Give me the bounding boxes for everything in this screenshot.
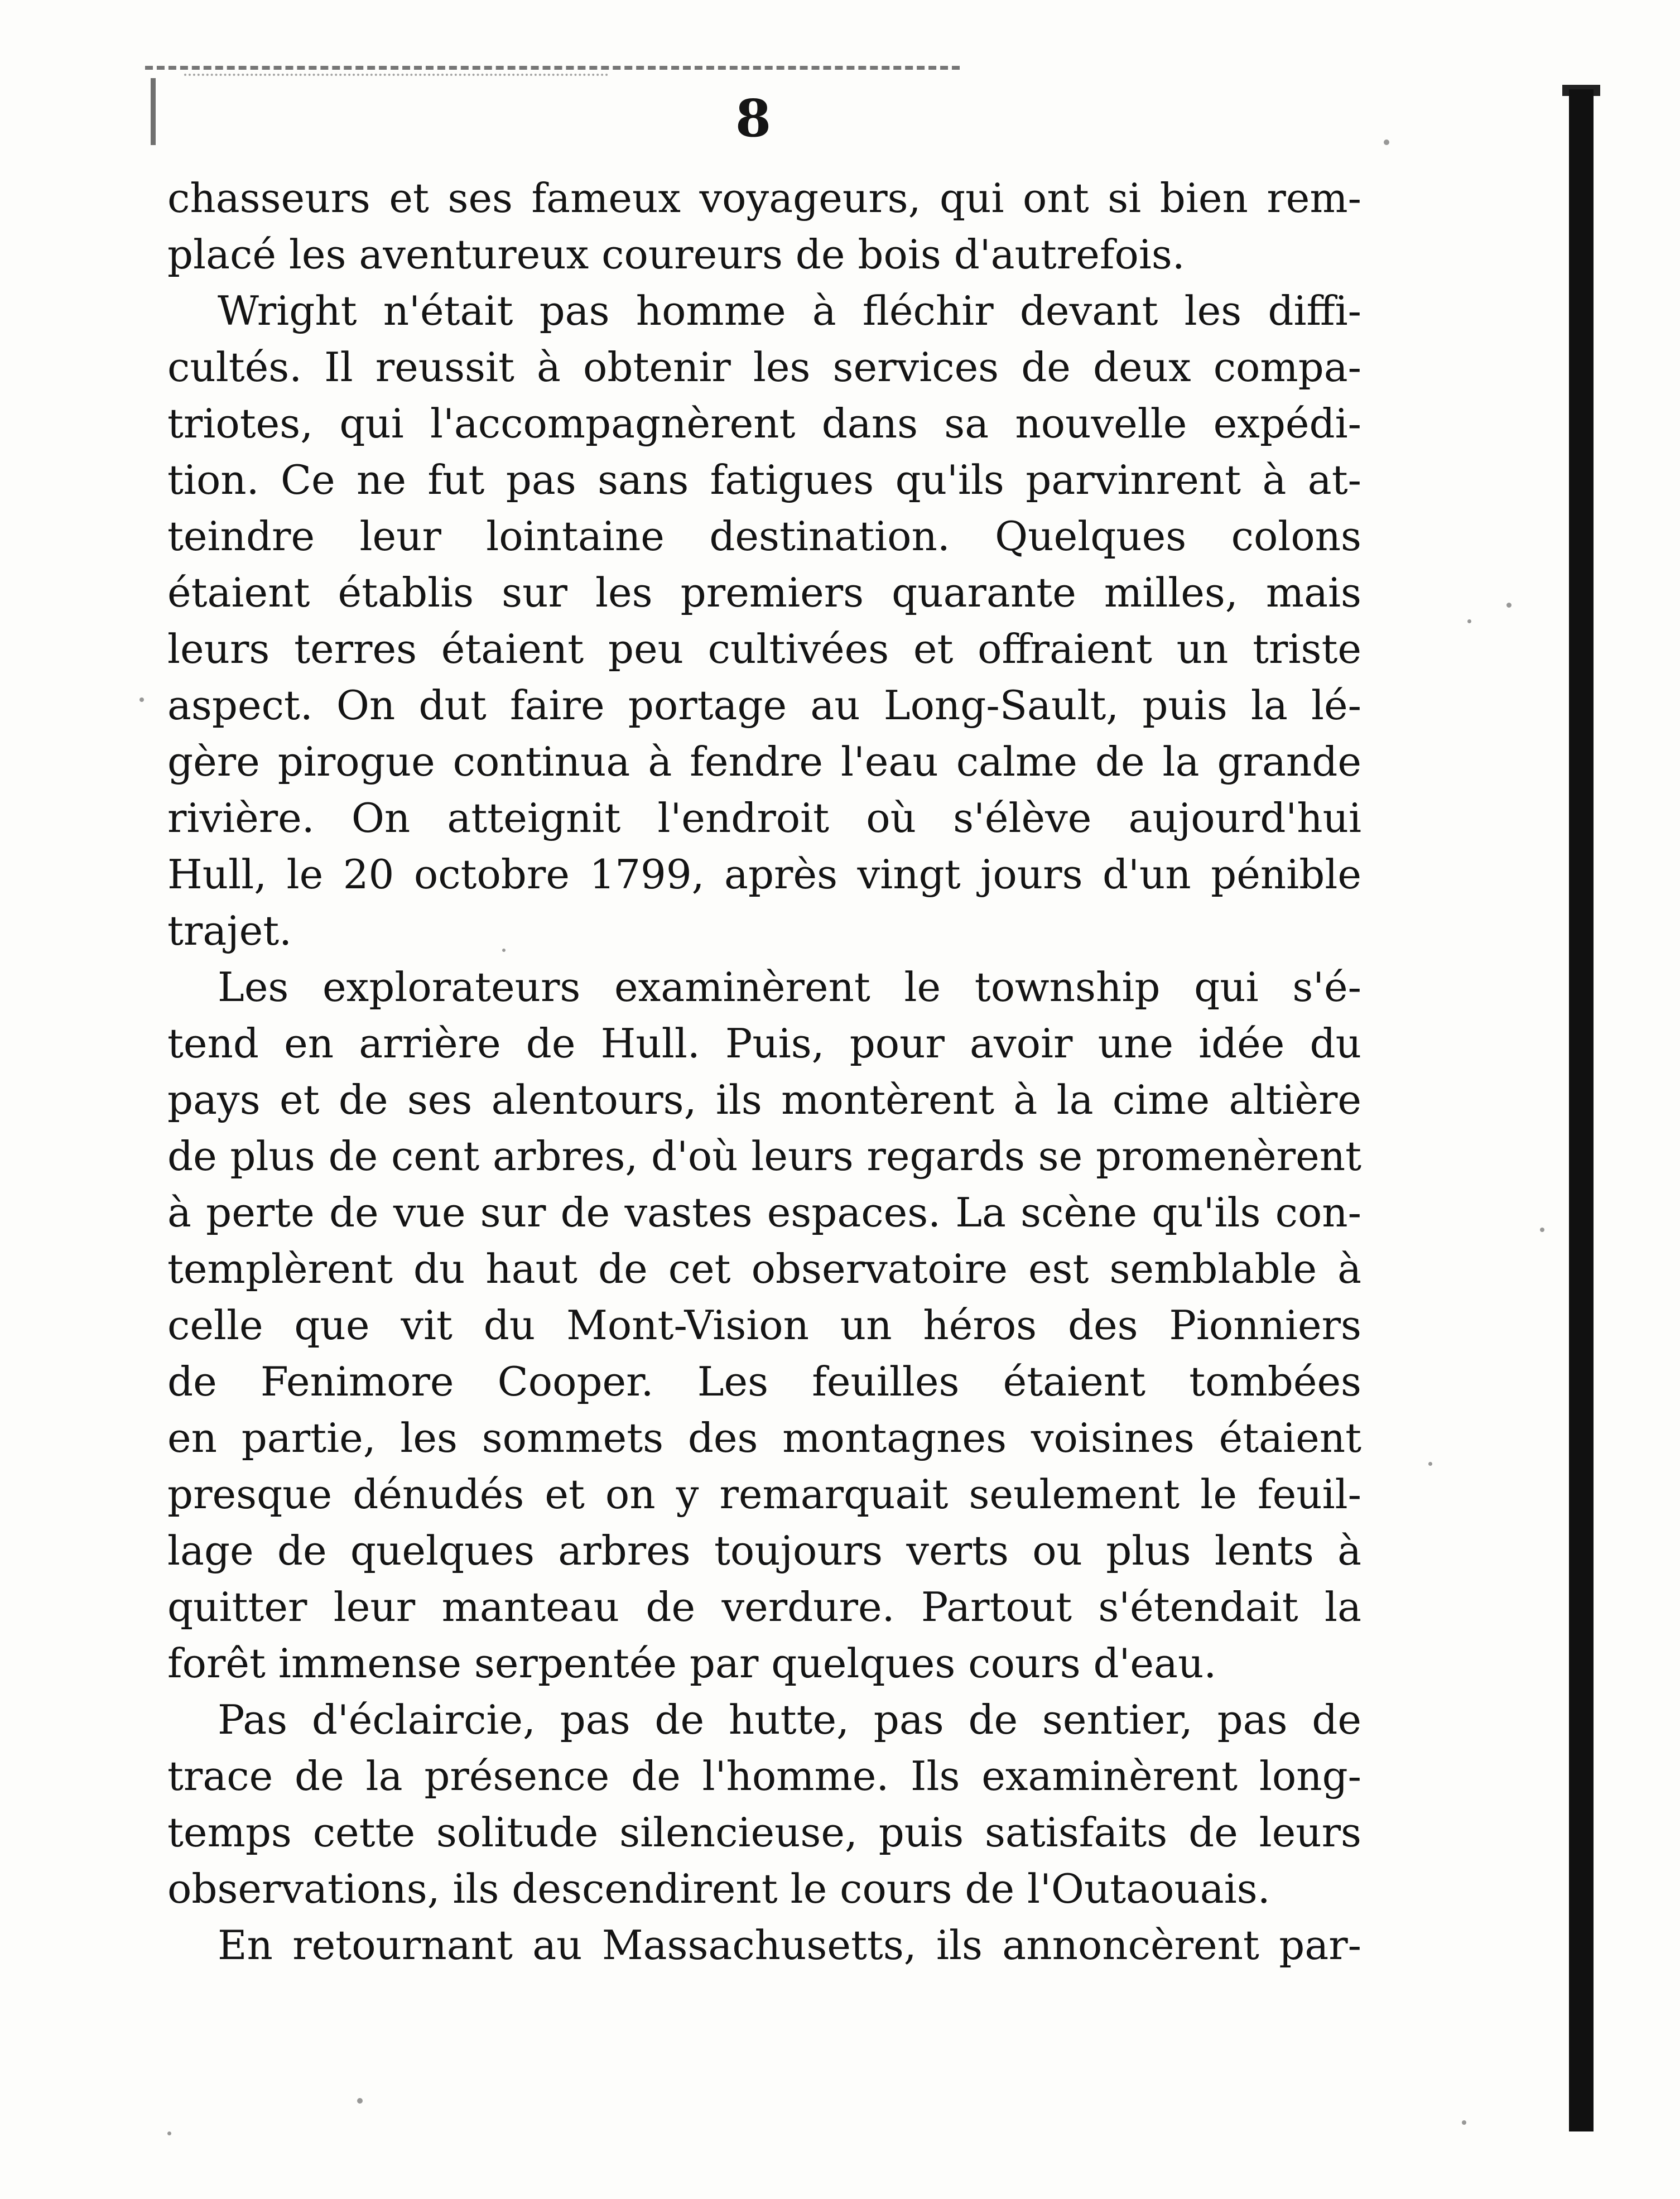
text-line: de plus de cent arbres, d'où leurs regards se promenèrent	[167, 1133, 1361, 1180]
text-line: lage de quelques arbres toujours verts ou plus lents à	[167, 1527, 1361, 1574]
text-line: gère pirogue continua à fendre l'eau calme de la grande	[167, 738, 1361, 785]
text-line: à perte de vue sur de vastes espaces. La scène qu'ils con-	[167, 1189, 1361, 1236]
text-line: aspect. On dut faire portage au Long-Sault, puis la lé-	[167, 682, 1361, 729]
text-line: observations, ils descendirent le cours de l'Outaouais.	[167, 1865, 1270, 1912]
text-line: celle que vit du Mont-Vision un héros des Pionniers	[167, 1302, 1361, 1349]
text-line: trace de la présence de l'homme. Ils examinèrent long-	[167, 1753, 1361, 1799]
text-line: chasseurs et ses fameux voyageurs, qui ont si bien rem-	[167, 175, 1361, 222]
text-line: cultés. Il reussit à obtenir les services de deux compa-	[167, 344, 1361, 391]
text-line: de Fenimore Cooper. Les feuilles étaient tombées	[167, 1358, 1361, 1405]
text-line: leurs terres étaient peu cultivées et offraient un triste	[167, 625, 1361, 672]
text-line: en partie, les sommets des montagnes voisines étaient	[167, 1414, 1361, 1461]
text-line: Pas d'éclaircie, pas de hutte, pas de sentier, pas de	[218, 1696, 1361, 1743]
text-line: Wright n'était pas homme à fléchir devant les diffi-	[218, 287, 1361, 334]
text-line: En retournant au Massachusetts, ils annoncèrent par-	[218, 1922, 1361, 1969]
text-line: Hull, le 20 octobre 1799, après vingt jours d'un pénible	[167, 851, 1361, 898]
text-line: pays et de ses alentours, ils montèrent à la cime altière	[167, 1076, 1361, 1123]
binding-edge-bar	[1569, 89, 1594, 2131]
text-line: étaient établis sur les premiers quarante milles, mais	[167, 569, 1361, 616]
text-line: rivière. On atteignit l'endroit où s'élève aujourd'hui	[167, 795, 1361, 841]
text-line: presque dénudés et on y remarquait seulement le feuil-	[167, 1471, 1361, 1518]
text-line: quitter leur manteau de verdure. Partout s'étendait la	[167, 1584, 1361, 1630]
text-line: tion. Ce ne fut pas sans fatigues qu'ils parvinrent à at-	[167, 456, 1361, 503]
top-rule-secondary	[184, 74, 608, 76]
top-rule	[145, 66, 960, 70]
text-line: Les explorateurs examinèrent le township qui s'é-	[218, 964, 1361, 1011]
text-line: temps cette solitude silencieuse, puis satisfaits de leurs	[167, 1809, 1361, 1856]
body-text	[167, 170, 1361, 1974]
text-line: templèrent du haut de cet observatoire est semblable à	[167, 1245, 1361, 1292]
text-line: tend en arrière de Hull. Puis, pour avoir une idée du	[167, 1020, 1361, 1067]
page-number: 8	[735, 88, 771, 148]
text-line: trajet.	[167, 907, 292, 954]
text-line: placé les aventureux coureurs de bois d'autrefois.	[167, 231, 1185, 278]
text-line: forêt immense serpentée par quelques cours d'eau.	[167, 1640, 1217, 1687]
text-line: teindre leur lointaine destination. Quelques colons	[167, 513, 1361, 560]
text-line: triotes, qui l'accompagnèrent dans sa nouvelle expédi-	[167, 400, 1361, 447]
